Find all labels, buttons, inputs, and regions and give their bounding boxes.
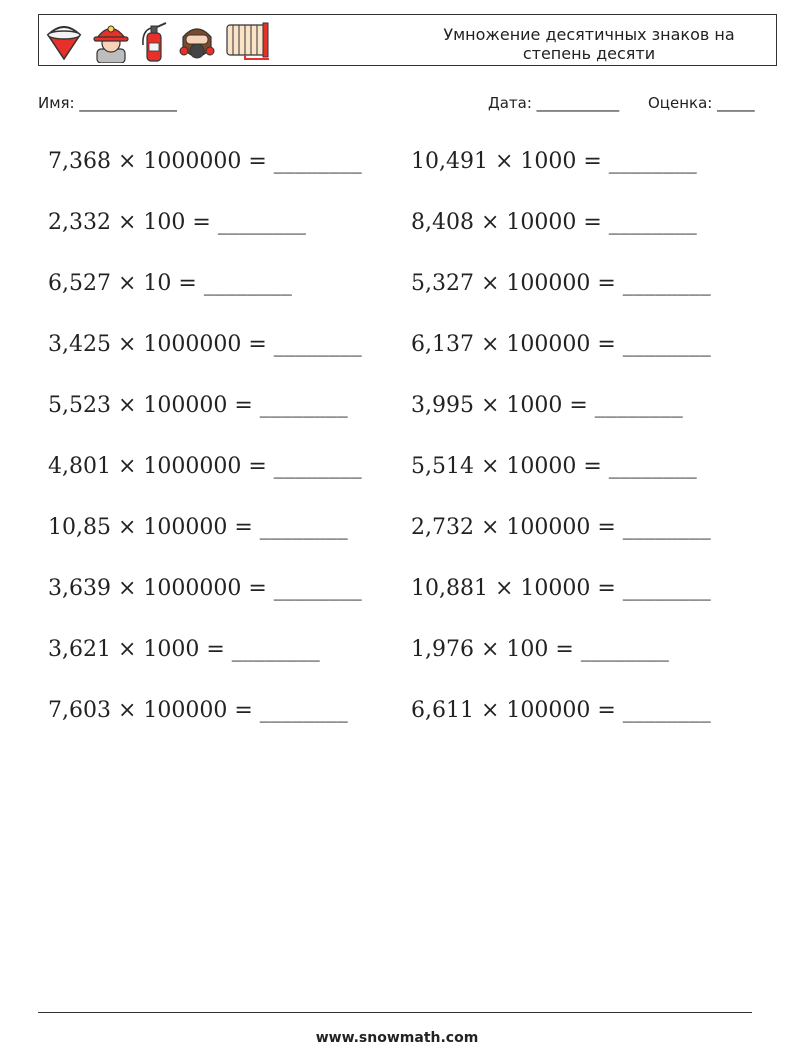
name-field: Имя: _____________ xyxy=(38,94,177,112)
problem-right-4: 6,137 × 100000 = ________ xyxy=(411,332,711,357)
problem-right-8: 10,881 × 10000 = ________ xyxy=(411,576,711,601)
problem-left-7: 10,85 × 100000 = ________ xyxy=(48,515,348,540)
problem-left-3: 6,527 × 10 = ________ xyxy=(48,271,292,296)
problem-left-5: 5,523 × 100000 = ________ xyxy=(48,393,348,418)
problem-right-1: 10,491 × 1000 = ________ xyxy=(411,149,697,174)
problem-right-2: 8,408 × 10000 = ________ xyxy=(411,210,697,235)
date-field: Дата: ___________ xyxy=(488,94,620,112)
title-line-2: степень десяти xyxy=(522,44,656,63)
footer-divider xyxy=(38,1012,752,1013)
problem-right-9: 1,976 × 100 = ________ xyxy=(411,637,669,662)
problem-left-9: 3,621 × 1000 = ________ xyxy=(48,637,320,662)
problem-right-10: 6,611 × 100000 = ________ xyxy=(411,698,711,723)
problem-left-4: 3,425 × 1000000 = ________ xyxy=(48,332,362,357)
problem-left-8: 3,639 × 1000000 = ________ xyxy=(48,576,362,601)
footer-url: www.snowmath.com xyxy=(315,1030,479,1046)
problem-left-10: 7,603 × 100000 = ________ xyxy=(48,698,348,723)
problem-left-6: 4,801 × 1000000 = ________ xyxy=(48,454,362,479)
problem-left-2: 2,332 × 100 = ________ xyxy=(48,210,306,235)
problem-right-7: 2,732 × 100000 = ________ xyxy=(411,515,711,540)
problem-right-5: 3,995 × 1000 = ________ xyxy=(411,393,683,418)
problem-right-6: 5,514 × 10000 = ________ xyxy=(411,454,697,479)
problem-right-3: 5,327 × 100000 = ________ xyxy=(411,271,711,296)
grade-field: Оценка: _____ xyxy=(648,94,755,112)
problem-left-1: 7,368 × 1000000 = ________ xyxy=(48,149,362,174)
title-line-1: Умножение десятичных знаков на xyxy=(443,25,735,44)
